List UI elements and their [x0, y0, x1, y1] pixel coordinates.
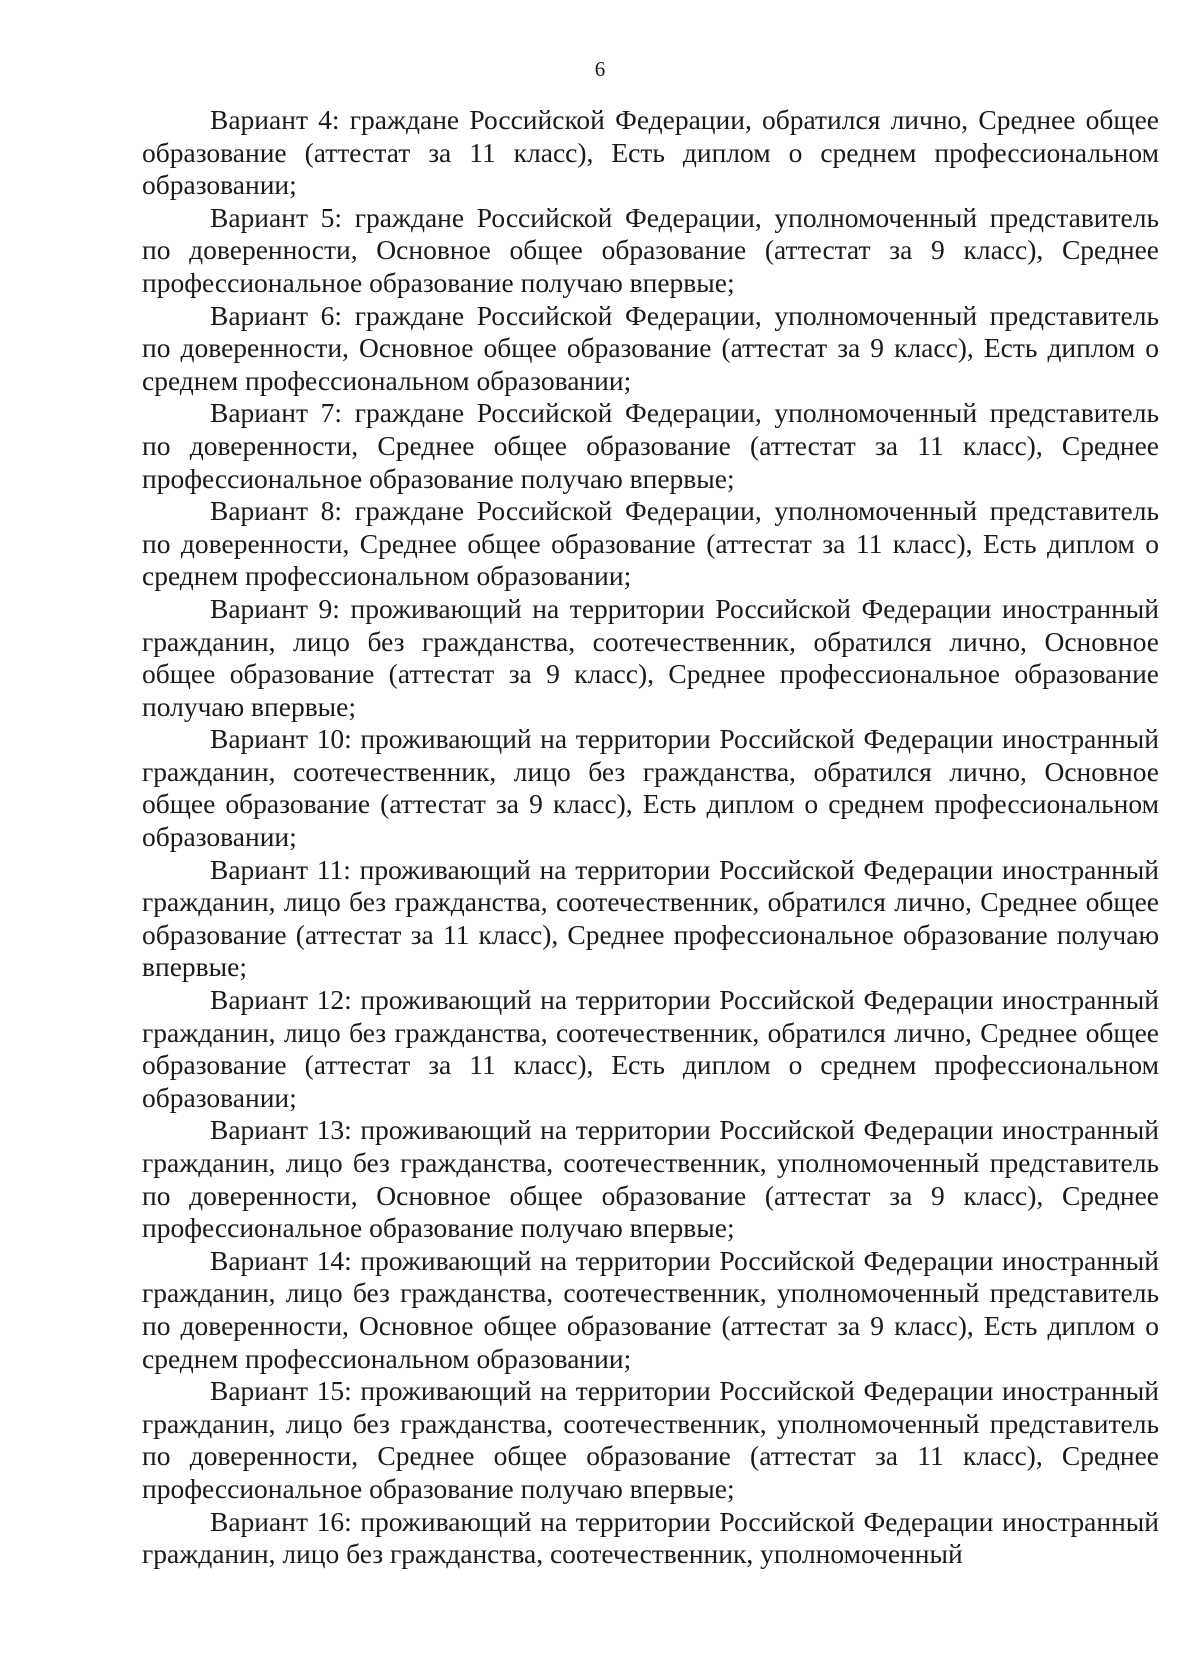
- variant-paragraph: Вариант 15: проживающий на территории Российской Федерации иностранный гражданин, лицо без гражданства, соотечественник, уполномоченный представитель по доверенности, Среднее общее образование (аттестат за 11 класс), Среднее профессиональное образование получаю впервые;: [142, 1375, 1159, 1504]
- variant-paragraph: Вариант 8: граждане Российской Федерации, уполномоченный представитель по доверенности, Среднее общее образование (аттестат за 11 класс), Есть диплом о среднем профессиональном образовании;: [142, 495, 1159, 592]
- variant-paragraph: Вариант 6: граждане Российской Федерации, уполномоченный представитель по доверенности, Основное общее образование (аттестат за 9 класс), Есть диплом о среднем профессиональном образовании;: [142, 299, 1159, 396]
- variant-paragraph: Вариант 5: граждане Российской Федерации, уполномоченный представитель по доверенности, Основное общее образование (аттестат за 9 класс), Среднее профессиональное образование получаю впервые;: [142, 201, 1159, 298]
- variant-paragraph: Вариант 14: проживающий на территории Российской Федерации иностранный гражданин, лицо без гражданства, соотечественник, уполномоченный представитель по доверенности, Основное общее образование (аттестат за 9 класс), Есть диплом о среднем профессиональном образовании;: [142, 1244, 1159, 1374]
- variant-paragraph: Вариант 4: граждане Российской Федерации, обратился лично, Среднее общее образование (аттестат за 11 класс), Есть диплом о среднем профессиональном образовании;: [142, 104, 1159, 201]
- variant-paragraph: Вариант 9: проживающий на территории Российской Федерации иностранный гражданин, лицо без гражданства, соотечественник, обратился лично, Основное общее образование (аттестат за 9 класс), Среднее профессиональное образование получаю впервые;: [142, 592, 1159, 722]
- variant-paragraph: Вариант 11: проживающий на территории Российской Федерации иностранный гражданин, лицо без гражданства, соотечественник, обратился лично, Среднее общее образование (аттестат за 11 класс), Среднее профессиональное образование получаю впервые;: [142, 853, 1159, 983]
- document-body: [142, 104, 1159, 1571]
- page-number: 6: [594, 57, 606, 81]
- variant-paragraph: Вариант 16: проживающий на территории Российской Федерации иностранный гражданин, лицо без гражданства, соотечественник, уполномоченный: [142, 1505, 1159, 1570]
- variant-paragraph: Вариант 7: граждане Российской Федерации, уполномоченный представитель по доверенности, Среднее общее образование (аттестат за 11 класс), Среднее профессиональное образование получаю впервые;: [142, 397, 1159, 494]
- variant-paragraph: Вариант 10: проживающий на территории Российской Федерации иностранный гражданин, соотечественник, лицо без гражданства, обратился лично, Основное общее образование (аттестат за 9 класс), Есть диплом о среднем профессиональном образовании;: [142, 723, 1159, 853]
- variant-paragraph: Вариант 12: проживающий на территории Российской Федерации иностранный гражданин, лицо без гражданства, соотечественник, обратился лично, Среднее общее образование (аттестат за 11 класс), Есть диплом о среднем профессиональном образовании;: [142, 984, 1159, 1113]
- variant-paragraph: Вариант 13: проживающий на территории Российской Федерации иностранный гражданин, лицо без гражданства, соотечественник, уполномоченный представитель по доверенности, Основное общее образование (аттестат за 9 класс), Среднее профессиональное образование получаю впервые;: [142, 1114, 1159, 1244]
